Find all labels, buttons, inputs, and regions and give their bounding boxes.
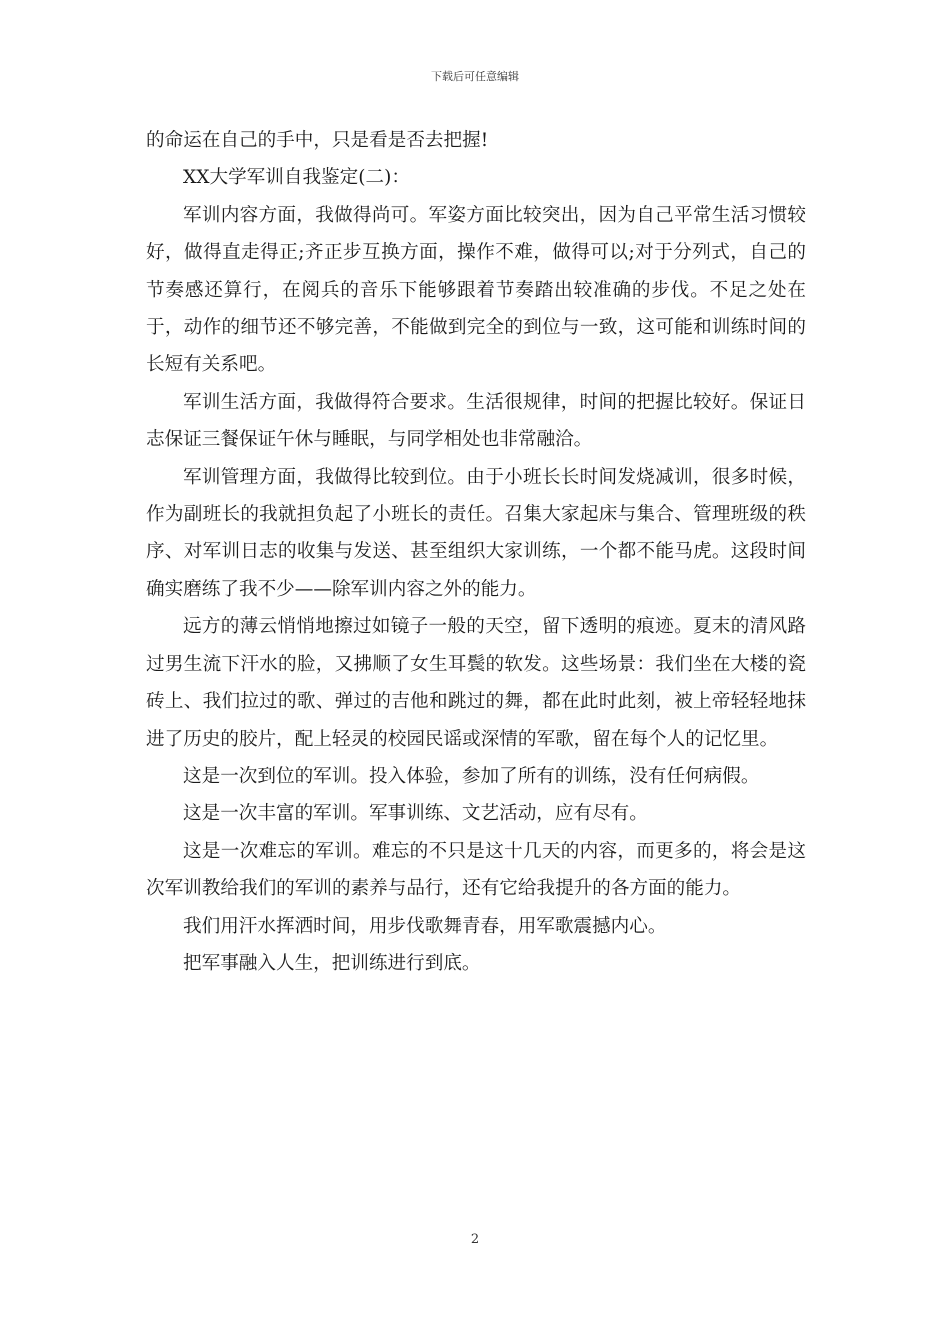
document-body [146, 122, 806, 982]
paragraph-rich-training: 这是一次丰富的军训。军事训练、文艺活动，应有尽有。 [183, 803, 648, 825]
paragraph-sweat-time: 我们用汗水挥洒时间，用步伐歌舞青春，用军歌震撼内心。 [183, 915, 667, 937]
paragraph-scenery: 远方的薄云悄悄地擦过如镜子一般的天空，留下透明的痕迹。夏末的清风路过男生流下汗水的脸，又拂顺了女生耳鬓的软发。这些场景：我们坐在大楼的瓷砖上、我们拉过的歌、弹过的吉他和跳过的舞，都在此时此刻，被上帝轻轻地抹进了历史的胶片，配上轻灵的校园民谣或深情的军歌，留在每个人的记忆里。 [146, 616, 806, 750]
paragraph-closing: 把军事融入人生，把训练进行到底。 [183, 952, 481, 974]
paragraph-training-content: 军训内容方面，我做得尚可。军姿方面比较突出，因为自己平常生活习惯较好，做得直走得正;齐正步互换方面，操作不难，做得可以;对于分列式，自己的节奏感还算行，在阅兵的音乐下能够跟着节奏踏出较准确的步伐。不足之处在于，动作的细节还不够完善，不能做到完全的到位与一致，这可能和训练时间的长短有关系吧。 [146, 204, 806, 376]
paragraph-continuation: 的命运在自己的手中，只是看是否去把握! [146, 130, 489, 151]
paragraph-training-management: 军训管理方面，我做得比较到位。由于小班长长时间发烧减训，很多时候，作为副班长的我就担负起了小班长的责任。召集大家起床与集合、管理班级的秩序、对军训日志的收集与发送、甚至组织大家训练，一个都不能马虎。这段时间确实磨练了我不少——除军训内容之外的能力。 [146, 466, 806, 600]
paragraph-memorable-training: 这是一次难忘的军训。难忘的不只是这十几天的内容，而更多的，将会是这次军训教给我们的军训的素养与品行，还有它给我提升的各方面的能力。 [146, 840, 806, 900]
paragraph-training-life: 军训生活方面，我做得符合要求。生活很规律，时间的把握比较好。保证日志保证三餐保证午休与睡眠，与同学相处也非常融洽。 [146, 391, 806, 451]
page-number: 2 [470, 1232, 480, 1247]
paragraph-thorough-training: 这是一次到位的军训。投入体验，参加了所有的训练，没有任何病假。 [183, 765, 760, 787]
section-heading: XX大学军训自我鉴定(二)： [183, 167, 410, 189]
page-header: 下载后可任意编辑 [431, 70, 519, 83]
